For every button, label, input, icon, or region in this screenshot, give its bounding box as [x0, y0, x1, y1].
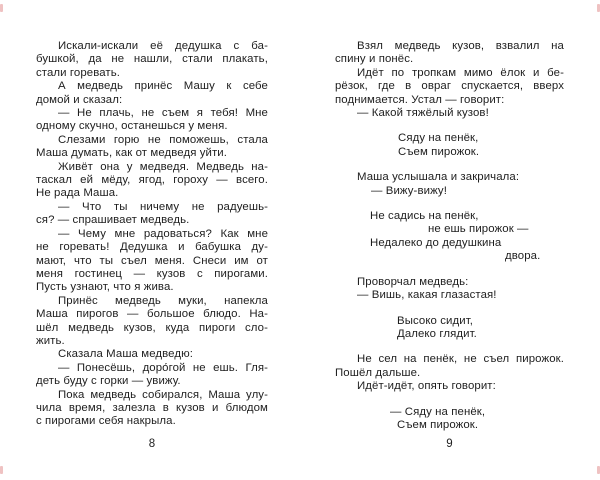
scan-artifact-bottom-left: [0, 466, 3, 474]
text-line: поднимается. Устал — говорит:: [335, 93, 505, 106]
text-line: одному скучно, останешься у меня.: [36, 120, 228, 133]
text-line: шёл медведь кузов, куда пироги сло-: [36, 321, 268, 334]
text-line: Не садись на пенёк,: [370, 210, 479, 223]
text-line: Пошёл дальше.: [335, 366, 421, 379]
text-line: Слезами горю не поможешь, стала: [58, 133, 268, 146]
text-line: Съем пирожок.: [398, 145, 480, 158]
left-page-text: [36, 40, 268, 429]
text-line: [335, 159, 564, 171]
text-line: Искали-искали её дедушка с ба-: [58, 40, 268, 52]
text-line: Пусть узнают, что я жива.: [36, 281, 174, 294]
text-line: рёзок, где в овраг спускается, вверх: [335, 80, 564, 93]
text-line: — Вижу-вижу!: [371, 184, 447, 197]
text-line: таскал ей мёду, ягод, гороху — всего.: [36, 174, 268, 187]
text-line: домой и сказал:: [36, 93, 123, 106]
text-line: [335, 120, 564, 132]
text-line: меня гостинец — кузов с пирогами.: [36, 267, 268, 280]
text-line: — Сяду на пенёк,: [390, 405, 486, 418]
text-line: чила время, залезла в кузов и блюдом: [36, 401, 268, 414]
text-line: Маша услышала и закричала:: [357, 171, 520, 184]
text-line: — Понесёшь, доро́гой не ешь. Гля-: [58, 361, 268, 374]
text-line: не горевать! Дедушка и бабушка ду-: [36, 241, 268, 254]
page-number-left: 8: [148, 438, 156, 450]
text-line: бушкой, да не нашли, стали плакать,: [36, 53, 268, 66]
text-line: А медведь принёс Машу к себе: [58, 80, 268, 93]
text-line: — Не плачь, не съем я тебя! Мне: [58, 107, 268, 120]
text-line: ся? — спрашивает медведь.: [36, 214, 190, 227]
text-line: Сяду на пенёк,: [398, 132, 479, 145]
text-line: Взял медведь кузов, взвалил на: [357, 40, 564, 52]
text-line: Сказала Маша медведю:: [58, 348, 193, 361]
text-line: Не рада Маша.: [36, 187, 119, 200]
text-line: Высоко сидит,: [397, 314, 474, 327]
text-line: Съем пирожок.: [397, 418, 479, 431]
text-line: мают, что ты съел меня. Снеси им от: [36, 254, 268, 267]
page-number-right: 9: [446, 438, 453, 450]
text-line: — Какой тяжёлый кузов!: [357, 107, 489, 120]
text-line: Пока медведь собирался, Маша улу-: [58, 388, 268, 401]
text-line: деть буду с горки — увижу.: [36, 375, 181, 388]
text-line: Маша думать, как от медведя уйти.: [36, 147, 228, 160]
text-line: стали горевать.: [36, 66, 121, 79]
text-line: двора.: [505, 250, 541, 263]
text-line: [335, 303, 564, 315]
text-line: жить.: [36, 334, 65, 347]
text-line: [335, 341, 564, 353]
scan-artifact-top-left: [0, 4, 3, 12]
text-line: Проворчал медведь:: [357, 275, 469, 288]
text-line: Идёт по тропкам мимо ёлок и бе-: [357, 66, 564, 79]
right-page-text: [335, 40, 564, 432]
text-line: спину и понёс.: [335, 53, 414, 66]
text-line: с пирогами себя накрыла.: [36, 415, 176, 428]
text-line: Маша пирогов — большое блюдо. На-: [36, 308, 268, 321]
text-line: Живёт она у медведя. Медведь на-: [58, 160, 268, 173]
text-line: — Что ты ничему не радуешь-: [58, 200, 268, 213]
text-line: Принёс медведь муки, напекла: [58, 294, 268, 307]
text-line: Идёт-идёт, опять говорит:: [357, 380, 496, 393]
text-line: не ешь пирожок —: [428, 223, 529, 236]
text-line: — Вишь, какая глазастая!: [357, 289, 497, 302]
text-line: Далеко глядит.: [397, 327, 477, 340]
text-line: Не сел на пенёк, не съел пирожок.: [357, 353, 564, 366]
text-line: — Чему мне радоваться? Как мне: [58, 227, 268, 240]
text-line: Недалеко до дедушкина: [370, 236, 502, 249]
text-line: [335, 394, 564, 406]
text-line: [335, 198, 564, 210]
text-line: [335, 264, 564, 276]
